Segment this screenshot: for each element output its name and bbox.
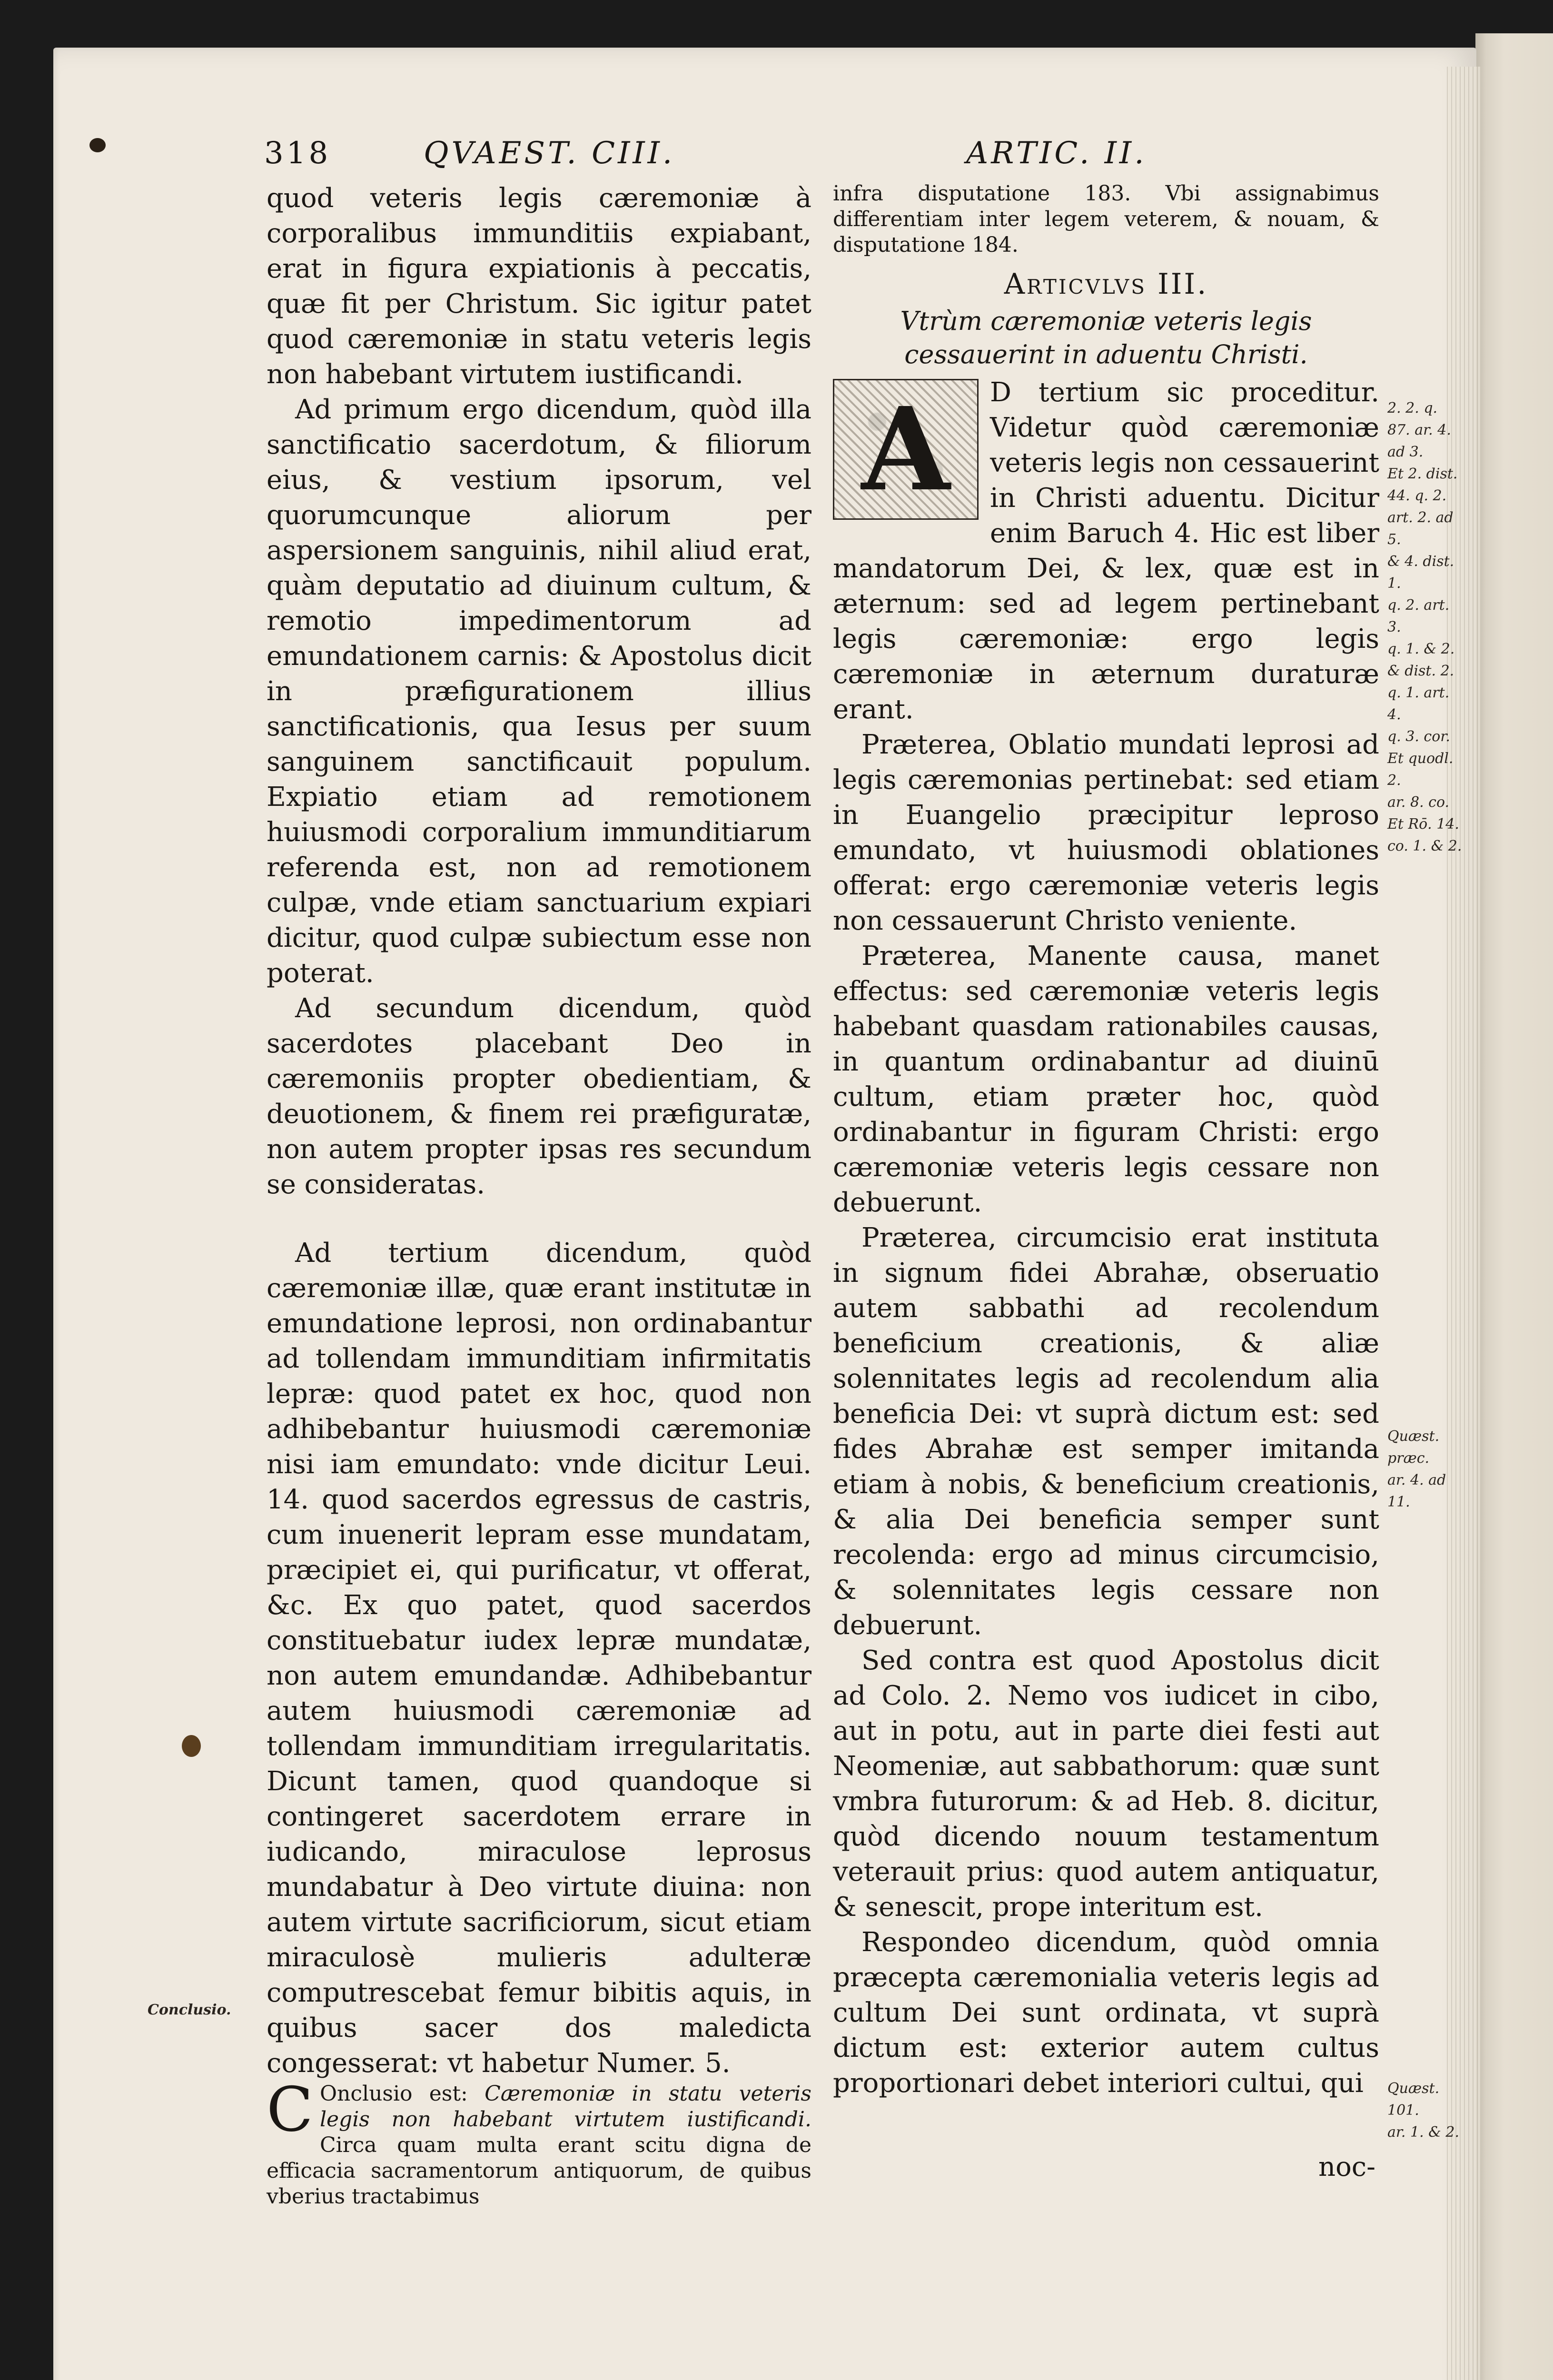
margin-note-line: & 4. dist. 1.	[1387, 553, 1454, 592]
stain-spot	[182, 1735, 201, 1757]
margin-note-line: 2. 2. q. 87. ar. 4. ad 3.	[1387, 400, 1451, 460]
running-head-articulus: ARTIC. II.	[966, 136, 1147, 171]
margin-note-line: q. 2. art. 3.	[1387, 597, 1450, 635]
margin-note-line: ar. 4. ad 11.	[1387, 1472, 1446, 1510]
margin-note-line: q. 3. cor.	[1387, 728, 1450, 745]
right-intro: infra disputatione 183. Vbi assignabimus differentiam inter legem veterem, & nouam, & disputatione 184.	[833, 181, 1379, 257]
ink-blot	[89, 138, 106, 152]
margin-note-conclusio: Conclusio.	[148, 2002, 231, 2018]
conclusio-paragraph	[267, 2074, 811, 2210]
right-paragraph-1: A D tertium sic proceditur. Videtur quòd cæremoniæ veteris legis non cessauerint in Christi aduentu. Dicitur enim Baruch 4. Hic est liber mandatorum Dei, & lex, quæ est in æternum: sed ad legem pertinebant legis cæremoniæ: ergo legis cæremoniæ in æternum duraturæ erant.	[833, 377, 1379, 725]
page-number: 318	[264, 136, 331, 171]
right-column	[833, 181, 1379, 2101]
margin-note-references	[1387, 397, 1464, 857]
margin-note-quaestio-praec	[1387, 1426, 1464, 1513]
conclusio-lead: Onclusio est:	[319, 2082, 485, 2106]
article-title: Articvlvs III.	[1004, 268, 1208, 301]
left-paragraph-2: Ad primum ergo dicendum, quòd illa sanctificatio sacerdotum, & filiorum eius, & vestium ipsorum, vel quorumcunque aliorum per aspersionem sanguinis, nihil aliud erat, quàm deputatio ad diuinum cultum, & remotio impedimentorum ad emundationem carnis: & Apostolus dicit in præfigurationem illius sanctificationis, qua Iesus per suum sanguinem sanctificauit populum. Expiatio etiam ad remotionem huiusmodi corporalium immunditiarum referenda est, non ad remotionem culpæ, vnde etiam sanctuarium expiari dicitur, quod culpæ subiectum esse non poterat.	[267, 394, 811, 989]
right-paragraph-4: Præterea, circumcisio erat instituta in signum fidei Abrahæ, obseruatio autem sabbathi ad recolendum beneficium creationis, & aliæ solennitates legis ad recolendum alia beneficia Dei: vt suprà dictum est: sed fides Abrahæ est semper imitanda etiam à nobis, & beneficium creationis, & alia Dei beneficia semper sunt recolenda: ergo ad minus circumcisio, & solennitates legis cessare non debuerunt.	[833, 1222, 1379, 1641]
margin-note-line: q. 1. art. 4.	[1387, 684, 1450, 723]
margin-note-line: Et 2. dist. 44. q. 2.	[1387, 466, 1458, 504]
conclusio-initial: C	[267, 2074, 313, 2145]
left-column	[267, 181, 811, 2210]
margin-note-quaestio-101	[1387, 2078, 1464, 2143]
margin-note-line: q. 1. & 2.	[1387, 641, 1455, 657]
margin-note-line: & dist. 2.	[1387, 663, 1454, 679]
article-question: Vtrùm cæremoniæ veteris legis cessauerint in aduentu Christi.	[900, 306, 1312, 369]
margin-note-line: Quæst. 101.	[1387, 2080, 1440, 2119]
margin-note-line: Quæst. præc.	[1387, 1428, 1440, 1467]
margin-note-line: ar. 1. & 2.	[1387, 2124, 1460, 2141]
right-paragraph-5: Sed contra est quod Apostolus dicit ad Colo. 2. Nemo vos iudicet in cibo, aut in potu, aut in parte diei festi aut Neomeniæ, aut sabbathorum: quæ sunt vmbra futurorum: & ad Heb. 8. dicitur, quòd dicendo nouum testamentum veterauit prius: quod autem antiquatur, & senescit, prope interitum est.	[833, 1645, 1379, 1923]
next-page-edge	[1475, 33, 1553, 2380]
margin-note-line: Et Rō. 14.	[1387, 816, 1459, 833]
margin-note-line: art. 2. ad 5.	[1387, 509, 1454, 548]
margin-note-line: Et quodl. 2.	[1387, 750, 1454, 789]
left-paragraph-1: quod veteris legis cæremoniæ à corporalibus immunditiis expiabant, erat in figura expiationis à peccatis, quæ fit per Christum. Sic igitur patet quod cæremoniæ in statu veteris legis non habebant virtutem iustificandi.	[267, 183, 811, 390]
right-paragraph-6: Respondeo dicendum, quòd omnia præcepta cæremonialia veteris legis ad cultum Dei sunt ordinata, vt suprà dictum est: exterior autem cultus proportionari debet interiori cultui, qui	[833, 1927, 1379, 2099]
right-paragraph-2: Præterea, Oblatio mundati leprosi ad legis cæremonias pertinebat: sed etiam in Euangelio præcipitur leproso emundato, vt huiusmodi oblationes offerat: ergo cæremoniæ veteris legis non cessauerunt Christo veniente.	[833, 729, 1379, 936]
decorated-initial: A	[833, 379, 979, 520]
catchword: noc-	[1318, 2152, 1376, 2182]
left-paragraph-4: Ad tertium dicendum, quòd cæremoniæ illæ, quæ erant institutæ in emundatione leprosi, non ordinabantur ad tollendam immunditiam infirmitatis lepræ: quod patet ex hoc, quod non adhibebantur huiusmodi cæremoniæ nisi iam emundato: vnde dicitur Leui. 14. quod sacerdos egressus de castris, cum inuenerit lepram esse mundatam, præcipiet ei, qui purificatur, vt offerat, &c. Ex quo patet, quod sacerdos constituebatur iudex lepræ mundatæ, non autem emundandæ. Adhibebantur autem huiusmodi cæremoniæ ad tollendam immunditiam irregularitatis. Dicunt tamen, quod quandoque si contingeret sacerdotem errare in iudicando, miraculose leprosus mundabatur à Deo virtute diuina: non autem virtute sacrificiorum, sicut etiam miraculosè mulieris adulteræ computrescebat femur bibitis aquis, in quibus sacer dos maledicta congesserat: vt habetur Numer. 5.	[267, 1238, 811, 2079]
conclusio-statement: Cæremoniæ in statu veteris legis non habebant virtutem iustificandi.	[319, 2082, 811, 2132]
margin-note-line: co. 1. & 2.	[1387, 838, 1462, 854]
running-head-quaestio: QVAEST. CIII.	[424, 136, 675, 171]
conclusio-rest: Circa quam multa erant scitu digna de efficacia sacramentorum antiquorum, de quibus vberius tractabimus	[267, 2133, 811, 2209]
right-paragraph-3: Præterea, Manente causa, manet effectus: sed cæremoniæ veteris legis habebant quasdam rationabiles causas, in quantum ordinabantur ad diuinū cultum, etiam præter hoc, quòd ordinabantur in figuram Christi: ergo cæremoniæ veteris legis cessare non debuerunt.	[833, 941, 1379, 1218]
margin-note-line: ar. 8. co.	[1387, 794, 1450, 811]
left-paragraph-3: Ad secundum dicendum, quòd sacerdotes placebant Deo in cæremoniis propter obedientiam, & deuotionem, & finem rei præfiguratæ, non autem propter ipsas res secundum se consideratas.	[267, 993, 811, 1200]
